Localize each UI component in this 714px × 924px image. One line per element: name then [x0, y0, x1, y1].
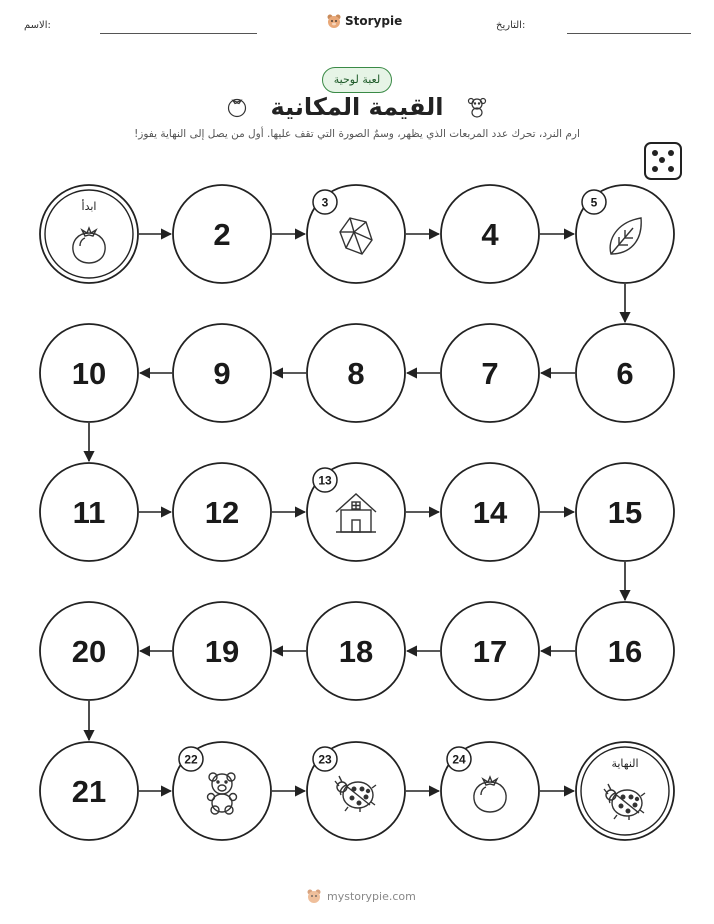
game-type-badge: لعبة لوحية — [322, 67, 392, 93]
date-label: التاريخ: — [496, 20, 526, 31]
space-number: 20 — [71, 634, 107, 669]
board-space[interactable] — [576, 185, 674, 283]
brand-name: Storypie — [345, 14, 403, 28]
space-number: 21 — [71, 774, 107, 809]
space-number: 19 — [204, 634, 240, 669]
footer — [306, 888, 416, 904]
finish-space[interactable] — [576, 742, 674, 840]
finish-label: النهاية — [611, 757, 639, 770]
board-space[interactable] — [441, 185, 539, 283]
board-space[interactable] — [173, 185, 271, 283]
board-space[interactable] — [307, 463, 405, 561]
space-number: 11 — [72, 495, 106, 530]
space-number: 4 — [481, 217, 499, 252]
board-space[interactable] — [40, 324, 138, 422]
board-space[interactable] — [576, 463, 674, 561]
board-space[interactable] — [441, 324, 539, 422]
board-space[interactable] — [40, 602, 138, 700]
bear-logo-icon — [306, 888, 322, 904]
board-space[interactable] — [173, 602, 271, 700]
board-space[interactable] — [307, 185, 405, 283]
space-number: 16 — [607, 634, 643, 669]
page-title-text: القيمة المكانية — [270, 93, 444, 121]
board-space[interactable] — [441, 463, 539, 561]
space-number: 12 — [204, 495, 240, 530]
board-space[interactable] — [307, 324, 405, 422]
space-number-badge: 22 — [184, 752, 198, 767]
start-space[interactable] — [40, 185, 138, 283]
board-space[interactable] — [307, 602, 405, 700]
board-space[interactable] — [173, 463, 271, 561]
board-space[interactable] — [307, 742, 405, 840]
instructions-text: ارم النرد، تحرك عدد المربعات الذي يظهر، وسمٌ الصورة التي تقف عليها. أول من يصل إلى النهاية يفوز! — [134, 128, 580, 140]
space-number: 8 — [347, 356, 365, 391]
space-number-badge: 13 — [318, 473, 332, 488]
space-number: 6 — [616, 356, 634, 391]
board-space[interactable] — [441, 602, 539, 700]
board-space[interactable] — [173, 324, 271, 422]
board-space[interactable] — [576, 602, 674, 700]
space-number: 18 — [338, 634, 374, 669]
space-number: 9 — [213, 356, 231, 391]
space-number-badge: 3 — [321, 195, 329, 210]
space-number: 10 — [71, 356, 107, 391]
footer-url[interactable]: mystorypie.com — [327, 889, 416, 903]
start-label: ابدأ — [81, 200, 97, 213]
board-space[interactable] — [576, 324, 674, 422]
space-number: 15 — [607, 495, 643, 530]
space-number-badge: 23 — [318, 752, 332, 767]
board-space[interactable] — [441, 742, 539, 840]
space-number: 2 — [213, 217, 231, 252]
space-number: 7 — [481, 356, 499, 391]
space-number: 17 — [472, 634, 508, 669]
name-label: الاسم: — [24, 20, 51, 31]
space-number-badge: 24 — [452, 752, 466, 767]
space-number-badge: 5 — [590, 195, 598, 210]
board-cells — [40, 185, 674, 840]
board-space[interactable] — [40, 742, 138, 840]
space-number: 14 — [472, 495, 508, 530]
board-space[interactable] — [173, 742, 271, 840]
board-space[interactable] — [40, 463, 138, 561]
